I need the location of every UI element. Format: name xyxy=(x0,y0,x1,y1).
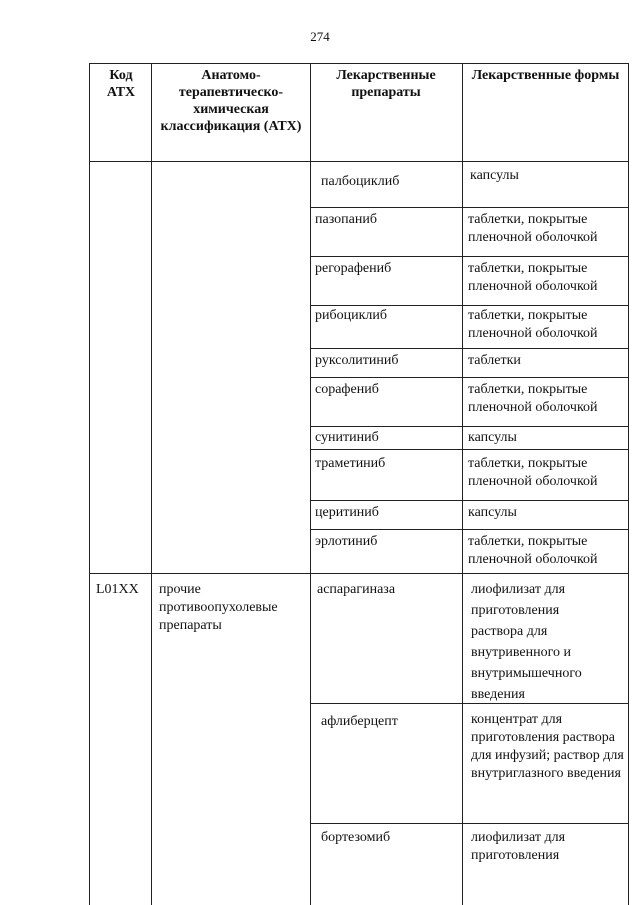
row-divider xyxy=(310,500,629,501)
table-cell-drug: сунитиниб xyxy=(315,430,379,445)
header-code: Код АТХ xyxy=(106,68,136,100)
table-cell-form: таблетки, покрытые пленочной оболочкой xyxy=(468,456,598,489)
table-cell-form: таблетки, покрытые пленочной оболочкой xyxy=(468,212,598,245)
table-border-left xyxy=(89,63,90,905)
row-divider xyxy=(310,348,629,349)
table-cell-drug: регорафениб xyxy=(315,261,392,276)
row-divider xyxy=(310,377,629,378)
column-divider xyxy=(462,63,463,905)
page-number: 274 xyxy=(310,29,330,44)
table-cell-form: лиофилизат для приготовления xyxy=(471,830,566,863)
table-cell-form: таблетки, покрытые пленочной оболочкой xyxy=(468,382,598,415)
drug-table xyxy=(89,63,629,905)
row-divider xyxy=(310,529,629,530)
table-cell-drug: церитиниб xyxy=(315,505,379,520)
table-cell-form: лиофилизат для приготовления раствора для внутривенного и внутримышечного введения xyxy=(471,582,582,702)
table-cell-form: таблетки xyxy=(468,353,521,368)
row-divider xyxy=(310,207,629,208)
table-cell-form: таблетки, покрытые пленочной оболочкой xyxy=(468,308,598,341)
header-forms: Лекарственные формы xyxy=(471,68,620,83)
table-cell-drug: пазопаниб xyxy=(315,212,377,227)
column-divider xyxy=(310,63,311,905)
table-border-top xyxy=(89,63,629,64)
header-divider xyxy=(89,161,629,162)
table-cell-drug: бортезомиб xyxy=(321,830,391,845)
row-divider xyxy=(310,823,629,824)
table-cell-drug: палбоциклиб xyxy=(321,174,400,189)
table-cell-classification: прочие противоопухолевые препараты xyxy=(159,582,278,633)
row-divider xyxy=(310,305,629,306)
header-drugs: Лекарственные препараты xyxy=(336,68,436,100)
group-divider xyxy=(89,573,629,574)
column-divider xyxy=(151,63,152,905)
table-cell-form: таблетки, покрытые пленочной оболочкой xyxy=(468,534,598,567)
row-divider xyxy=(310,449,629,450)
row-divider xyxy=(310,256,629,257)
table-cell-drug: сорафениб xyxy=(315,382,379,397)
table-cell-form: капсулы xyxy=(470,168,519,183)
table-cell-drug: эрлотиниб xyxy=(315,534,378,549)
table-cell-drug: аспарагиназа xyxy=(317,582,396,597)
row-divider xyxy=(310,426,629,427)
table-cell-code: L01XX xyxy=(96,582,139,597)
table-cell-form: концентрат для приготовления раствора для инфузий; раствор для внутриглазного введения xyxy=(471,712,624,781)
table-cell-form: таблетки, покрытые пленочной оболочкой xyxy=(468,261,598,294)
table-cell-drug: рибоциклиб xyxy=(315,308,388,323)
table-cell-form: капсулы xyxy=(468,430,517,445)
table-cell-drug: руксолитиниб xyxy=(315,353,399,368)
table-cell-drug: афлиберцепт xyxy=(321,714,398,729)
table-cell-drug: траметиниб xyxy=(315,456,386,471)
header-classification: Анатомо-терапевтическо-химическая классификация (АТХ) xyxy=(160,68,302,134)
table-cell-form: капсулы xyxy=(468,505,517,520)
